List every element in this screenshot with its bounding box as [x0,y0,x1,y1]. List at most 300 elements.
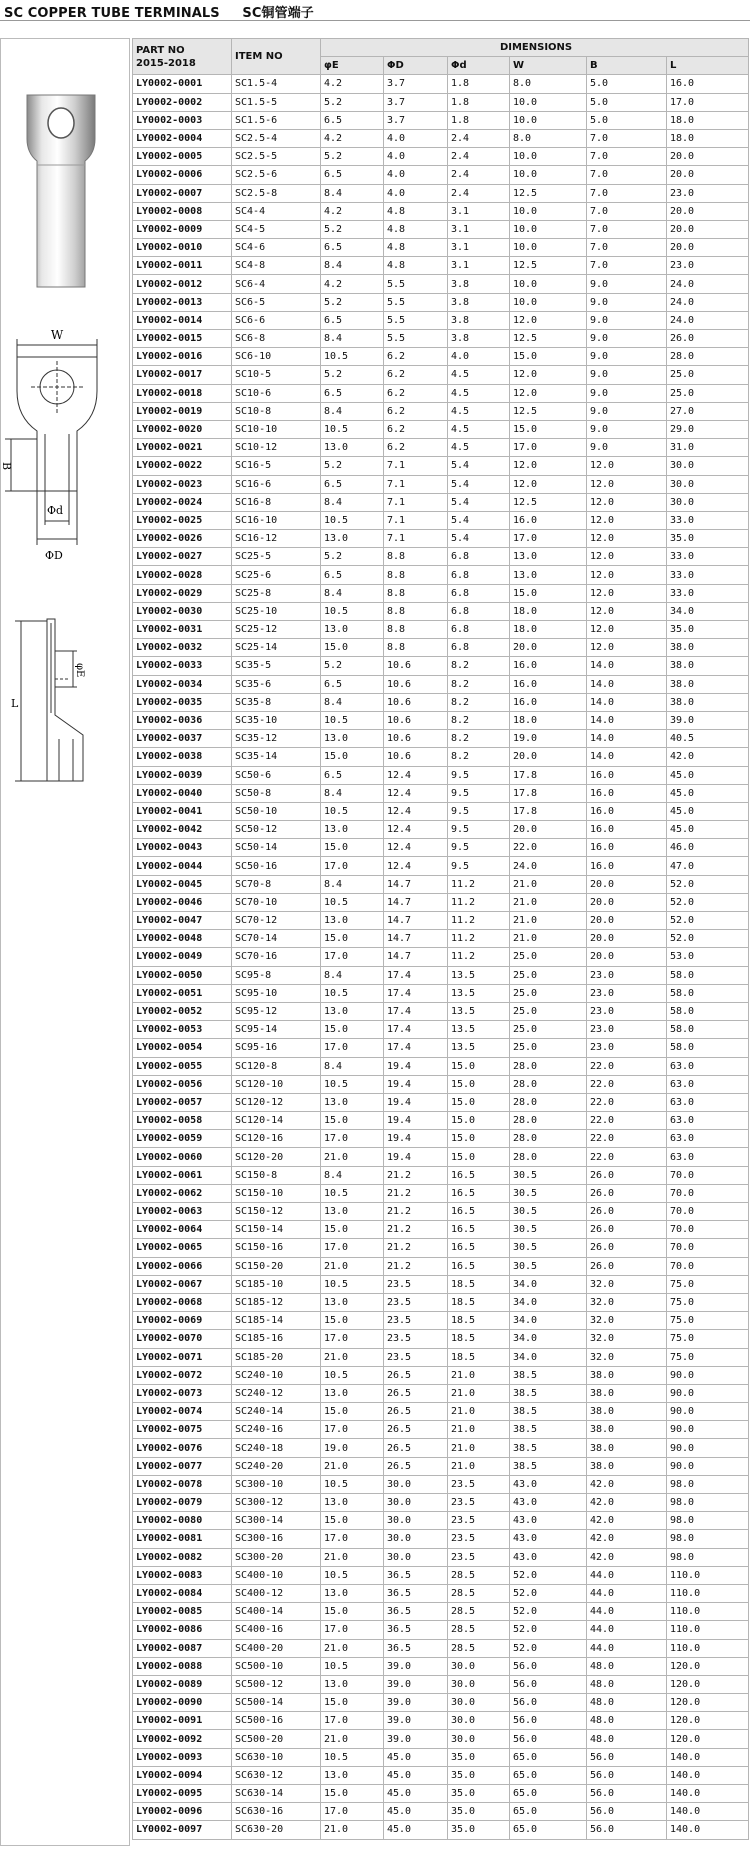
item-no-cell: SC6-4 [232,275,321,293]
d-small-cell: 13.5 [448,966,510,984]
w-cell: 10.0 [510,111,587,129]
b-cell: 38.0 [587,1366,667,1384]
header-col-b: B [587,57,667,75]
w-cell: 8.0 [510,75,587,93]
w-cell: 56.0 [510,1675,587,1693]
label-d-small: Φd [47,504,64,517]
table-row [133,566,749,584]
d-small-cell: 3.8 [448,293,510,311]
part-no-cell: LY0002-0004 [133,129,232,147]
w-cell: 38.5 [510,1366,587,1384]
part-no-cell: LY0002-0084 [133,1584,232,1602]
b-cell: 12.0 [587,639,667,657]
header-part-no-line1: PART NO [136,44,185,56]
header-part-no-line2: 2015-2018 [136,57,196,69]
d-big-cell: 8.8 [384,566,448,584]
w-cell: 30.5 [510,1239,587,1257]
b-cell: 56.0 [587,1766,667,1784]
item-no-cell: SC1.5-5 [232,93,321,111]
item-no-cell: SC35-10 [232,711,321,729]
d-big-cell: 39.0 [384,1730,448,1748]
l-cell: 90.0 [667,1384,749,1402]
b-cell: 32.0 [587,1312,667,1330]
d-small-cell: 11.2 [448,893,510,911]
e-cell: 6.5 [321,111,384,129]
item-no-cell: SC25-10 [232,602,321,620]
w-cell: 13.0 [510,566,587,584]
part-no-cell: LY0002-0048 [133,930,232,948]
b-cell: 22.0 [587,1075,667,1093]
d-big-cell: 14.7 [384,893,448,911]
part-no-cell: LY0002-0051 [133,984,232,1002]
part-no-cell: LY0002-0041 [133,802,232,820]
table-row [133,1457,749,1475]
b-cell: 9.0 [587,439,667,457]
part-no-cell: LY0002-0028 [133,566,232,584]
table-row [133,75,749,93]
l-cell: 33.0 [667,584,749,602]
d-big-cell: 23.5 [384,1312,448,1330]
d-small-cell: 2.4 [448,166,510,184]
item-no-cell: SC70-12 [232,912,321,930]
part-no-cell: LY0002-0055 [133,1057,232,1075]
l-cell: 110.0 [667,1639,749,1657]
l-cell: 30.0 [667,493,749,511]
l-cell: 63.0 [667,1057,749,1075]
d-small-cell: 3.8 [448,311,510,329]
part-no-cell: LY0002-0080 [133,1512,232,1530]
l-cell: 63.0 [667,1112,749,1130]
l-cell: 20.0 [667,239,749,257]
e-cell: 8.4 [321,493,384,511]
l-cell: 24.0 [667,293,749,311]
part-no-cell: LY0002-0025 [133,511,232,529]
d-small-cell: 13.5 [448,1039,510,1057]
w-cell: 34.0 [510,1275,587,1293]
w-cell: 15.0 [510,348,587,366]
b-cell: 38.0 [587,1439,667,1457]
item-no-cell: SC50-8 [232,784,321,802]
d-small-cell: 23.5 [448,1530,510,1548]
item-no-cell: SC35-6 [232,675,321,693]
b-cell: 38.0 [587,1384,667,1402]
e-cell: 13.0 [321,1584,384,1602]
w-cell: 52.0 [510,1621,587,1639]
b-cell: 56.0 [587,1821,667,1839]
l-cell: 52.0 [667,930,749,948]
w-cell: 10.0 [510,166,587,184]
e-cell: 4.2 [321,129,384,147]
part-no-cell: LY0002-0013 [133,293,232,311]
d-small-cell: 15.0 [448,1075,510,1093]
d-big-cell: 10.6 [384,657,448,675]
e-cell: 21.0 [321,1548,384,1566]
table-row [133,275,749,293]
table-row [133,984,749,1002]
part-no-cell: LY0002-0009 [133,220,232,238]
l-cell: 98.0 [667,1494,749,1512]
table-row [133,402,749,420]
d-big-cell: 4.8 [384,220,448,238]
b-cell: 48.0 [587,1657,667,1675]
table-row [133,493,749,511]
d-big-cell: 36.5 [384,1621,448,1639]
e-cell: 10.5 [321,1657,384,1675]
w-cell: 25.0 [510,1021,587,1039]
w-cell: 30.5 [510,1257,587,1275]
d-big-cell: 23.5 [384,1348,448,1366]
d-big-cell: 17.4 [384,984,448,1002]
d-small-cell: 21.0 [448,1457,510,1475]
w-cell: 12.5 [510,257,587,275]
d-big-cell: 4.0 [384,166,448,184]
d-small-cell: 3.8 [448,275,510,293]
table-row [133,802,749,820]
b-cell: 56.0 [587,1803,667,1821]
part-no-cell: LY0002-0012 [133,275,232,293]
part-no-cell: LY0002-0027 [133,548,232,566]
b-cell: 26.0 [587,1221,667,1239]
item-no-cell: SC35-8 [232,693,321,711]
table-row [133,311,749,329]
d-small-cell: 23.5 [448,1548,510,1566]
d-small-cell: 35.0 [448,1821,510,1839]
item-no-cell: SC70-8 [232,875,321,893]
l-cell: 35.0 [667,621,749,639]
w-cell: 20.0 [510,748,587,766]
table-row [133,1002,749,1020]
d-big-cell: 6.2 [384,439,448,457]
table-row [133,1694,749,1712]
d-big-cell: 17.4 [384,1002,448,1020]
part-no-cell: LY0002-0015 [133,330,232,348]
d-big-cell: 26.5 [384,1403,448,1421]
table-row [133,1239,749,1257]
part-no-cell: LY0002-0022 [133,457,232,475]
table-row [133,1148,749,1166]
item-no-cell: SC120-8 [232,1057,321,1075]
b-cell: 16.0 [587,802,667,820]
e-cell: 5.2 [321,657,384,675]
item-no-cell: SC240-10 [232,1366,321,1384]
e-cell: 21.0 [321,1457,384,1475]
d-big-cell: 10.6 [384,730,448,748]
d-small-cell: 11.2 [448,912,510,930]
d-big-cell: 14.7 [384,948,448,966]
w-cell: 10.0 [510,293,587,311]
table-row [133,1366,749,1384]
l-cell: 20.0 [667,166,749,184]
e-cell: 5.2 [321,293,384,311]
d-small-cell: 13.5 [448,1002,510,1020]
d-big-cell: 6.2 [384,366,448,384]
d-big-cell: 19.4 [384,1112,448,1130]
table-row [133,330,749,348]
item-no-cell: SC300-14 [232,1512,321,1530]
b-cell: 26.0 [587,1166,667,1184]
item-no-cell: SC500-10 [232,1657,321,1675]
w-cell: 30.5 [510,1166,587,1184]
e-cell: 10.5 [321,1075,384,1093]
w-cell: 52.0 [510,1566,587,1584]
e-cell: 4.2 [321,202,384,220]
d-big-cell: 5.5 [384,293,448,311]
e-cell: 10.5 [321,420,384,438]
item-no-cell: SC2.5-4 [232,129,321,147]
d-big-cell: 30.0 [384,1530,448,1548]
d-small-cell: 3.1 [448,220,510,238]
b-cell: 7.0 [587,148,667,166]
b-cell: 14.0 [587,657,667,675]
table-row [133,1621,749,1639]
part-no-cell: LY0002-0023 [133,475,232,493]
e-cell: 8.4 [321,584,384,602]
table-row [133,821,749,839]
l-cell: 28.0 [667,348,749,366]
l-cell: 45.0 [667,802,749,820]
l-cell: 39.0 [667,711,749,729]
l-cell: 63.0 [667,1130,749,1148]
part-no-cell: LY0002-0067 [133,1275,232,1293]
e-cell: 15.0 [321,748,384,766]
table-row [133,1675,749,1693]
part-no-cell: LY0002-0034 [133,675,232,693]
item-no-cell: SC6-8 [232,330,321,348]
d-small-cell: 15.0 [448,1148,510,1166]
table-row [133,1184,749,1202]
e-cell: 13.0 [321,1766,384,1784]
d-small-cell: 5.4 [448,457,510,475]
d-small-cell: 13.5 [448,984,510,1002]
b-cell: 7.0 [587,257,667,275]
table-row [133,366,749,384]
w-cell: 10.0 [510,239,587,257]
item-no-cell: SC120-10 [232,1075,321,1093]
w-cell: 16.0 [510,693,587,711]
item-no-cell: SC300-12 [232,1494,321,1512]
header-dimensions: DIMENSIONS [321,39,749,57]
b-cell: 16.0 [587,857,667,875]
table-row [133,948,749,966]
l-cell: 53.0 [667,948,749,966]
d-big-cell: 10.6 [384,711,448,729]
w-cell: 34.0 [510,1348,587,1366]
table-row [133,1421,749,1439]
e-cell: 15.0 [321,1112,384,1130]
l-cell: 70.0 [667,1221,749,1239]
item-no-cell: SC300-10 [232,1475,321,1493]
item-no-cell: SC25-14 [232,639,321,657]
d-small-cell: 16.5 [448,1184,510,1202]
l-cell: 23.0 [667,184,749,202]
table-row [133,1021,749,1039]
header-col-e: φE [321,57,384,75]
e-cell: 8.4 [321,784,384,802]
part-no-cell: LY0002-0073 [133,1384,232,1402]
l-cell: 35.0 [667,530,749,548]
e-cell: 15.0 [321,1312,384,1330]
item-no-cell: SC300-16 [232,1530,321,1548]
table-row [133,1039,749,1057]
d-small-cell: 1.8 [448,75,510,93]
l-cell: 52.0 [667,912,749,930]
b-cell: 32.0 [587,1293,667,1311]
item-no-cell: SC50-10 [232,802,321,820]
l-cell: 30.0 [667,457,749,475]
b-cell: 7.0 [587,129,667,147]
b-cell: 48.0 [587,1694,667,1712]
l-cell: 34.0 [667,602,749,620]
w-cell: 65.0 [510,1821,587,1839]
l-cell: 25.0 [667,366,749,384]
d-big-cell: 12.4 [384,802,448,820]
d-big-cell: 30.0 [384,1475,448,1493]
b-cell: 12.0 [587,530,667,548]
d-big-cell: 23.5 [384,1330,448,1348]
l-cell: 120.0 [667,1694,749,1712]
e-cell: 17.0 [321,857,384,875]
e-cell: 8.4 [321,966,384,984]
part-no-cell: LY0002-0063 [133,1203,232,1221]
e-cell: 15.0 [321,1785,384,1803]
d-big-cell: 4.8 [384,202,448,220]
d-small-cell: 9.5 [448,766,510,784]
d-big-cell: 12.4 [384,784,448,802]
d-big-cell: 4.0 [384,184,448,202]
b-cell: 14.0 [587,675,667,693]
table-row [133,257,749,275]
d-big-cell: 23.5 [384,1275,448,1293]
part-no-cell: LY0002-0068 [133,1293,232,1311]
e-cell: 21.0 [321,1821,384,1839]
d-small-cell: 16.5 [448,1166,510,1184]
d-big-cell: 10.6 [384,693,448,711]
w-cell: 30.5 [510,1203,587,1221]
w-cell: 13.0 [510,548,587,566]
part-no-cell: LY0002-0079 [133,1494,232,1512]
l-cell: 33.0 [667,548,749,566]
d-big-cell: 8.8 [384,548,448,566]
l-cell: 45.0 [667,784,749,802]
item-no-cell: SC500-14 [232,1694,321,1712]
b-cell: 12.0 [587,566,667,584]
d-small-cell: 6.8 [448,621,510,639]
item-no-cell: SC400-16 [232,1621,321,1639]
item-no-cell: SC4-8 [232,257,321,275]
e-cell: 17.0 [321,1039,384,1057]
item-no-cell: SC630-10 [232,1748,321,1766]
w-cell: 12.5 [510,330,587,348]
d-big-cell: 39.0 [384,1712,448,1730]
w-cell: 65.0 [510,1748,587,1766]
part-no-cell: LY0002-0038 [133,748,232,766]
part-no-cell: LY0002-0003 [133,111,232,129]
b-cell: 12.0 [587,584,667,602]
part-no-cell: LY0002-0095 [133,1785,232,1803]
w-cell: 15.0 [510,584,587,602]
d-small-cell: 9.5 [448,839,510,857]
d-small-cell: 5.4 [448,493,510,511]
w-cell: 21.0 [510,893,587,911]
l-cell: 75.0 [667,1293,749,1311]
item-no-cell: SC120-14 [232,1112,321,1130]
item-no-cell: SC25-8 [232,584,321,602]
table-row [133,930,749,948]
part-no-cell: LY0002-0043 [133,839,232,857]
b-cell: 44.0 [587,1584,667,1602]
b-cell: 16.0 [587,766,667,784]
d-small-cell: 35.0 [448,1785,510,1803]
table-row [133,1766,749,1784]
d-big-cell: 14.7 [384,912,448,930]
part-no-cell: LY0002-0074 [133,1403,232,1421]
d-small-cell: 30.0 [448,1712,510,1730]
item-no-cell: SC300-20 [232,1548,321,1566]
d-small-cell: 28.5 [448,1621,510,1639]
d-big-cell: 10.6 [384,748,448,766]
spec-table-body [133,75,749,1839]
table-row [133,1748,749,1766]
b-cell: 22.0 [587,1148,667,1166]
item-no-cell: SC25-5 [232,548,321,566]
d-small-cell: 4.5 [448,384,510,402]
e-cell: 8.4 [321,1057,384,1075]
item-no-cell: SC10-10 [232,420,321,438]
w-cell: 21.0 [510,875,587,893]
l-cell: 47.0 [667,857,749,875]
part-no-cell: LY0002-0081 [133,1530,232,1548]
d-big-cell: 7.1 [384,475,448,493]
l-cell: 98.0 [667,1530,749,1548]
table-row [133,621,749,639]
d-small-cell: 9.5 [448,784,510,802]
table-row [133,220,749,238]
e-cell: 6.5 [321,239,384,257]
b-cell: 48.0 [587,1675,667,1693]
part-no-cell: LY0002-0071 [133,1348,232,1366]
l-cell: 20.0 [667,220,749,238]
d-small-cell: 8.2 [448,711,510,729]
part-no-cell: LY0002-0010 [133,239,232,257]
e-cell: 8.4 [321,875,384,893]
table-row [133,748,749,766]
e-cell: 13.0 [321,1293,384,1311]
d-big-cell: 4.8 [384,239,448,257]
header-item-no: ITEM NO [232,39,321,75]
w-cell: 10.0 [510,202,587,220]
item-no-cell: SC6-5 [232,293,321,311]
d-small-cell: 8.2 [448,675,510,693]
l-cell: 31.0 [667,439,749,457]
d-small-cell: 11.2 [448,930,510,948]
d-big-cell: 6.2 [384,402,448,420]
d-small-cell: 1.8 [448,111,510,129]
table-row [133,693,749,711]
item-no-cell: SC16-8 [232,493,321,511]
d-small-cell: 4.0 [448,348,510,366]
e-cell: 6.5 [321,475,384,493]
item-no-cell: SC10-12 [232,439,321,457]
d-small-cell: 6.8 [448,548,510,566]
table-row [133,1785,749,1803]
b-cell: 7.0 [587,184,667,202]
l-cell: 26.0 [667,330,749,348]
l-cell: 70.0 [667,1203,749,1221]
table-row [133,457,749,475]
l-cell: 24.0 [667,311,749,329]
w-cell: 38.5 [510,1403,587,1421]
d-small-cell: 21.0 [448,1366,510,1384]
